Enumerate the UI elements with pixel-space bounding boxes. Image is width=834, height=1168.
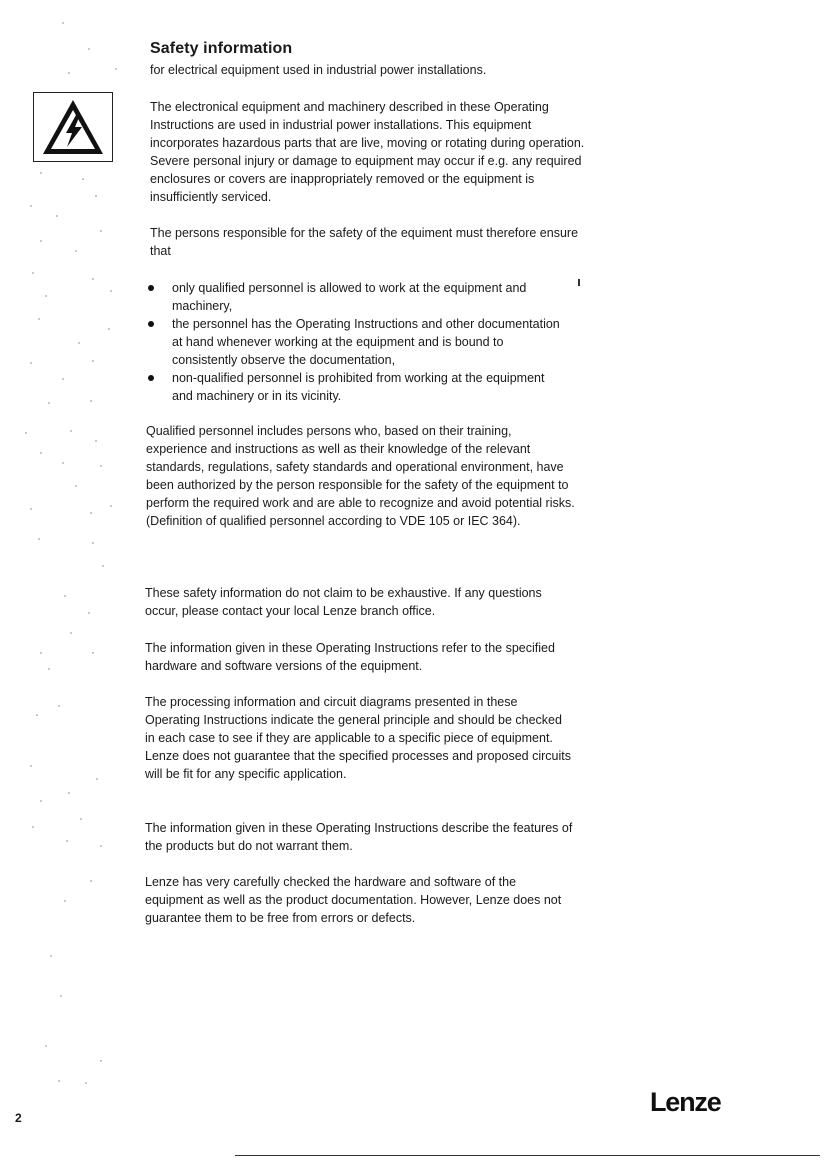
exhaustive-paragraph: These safety information do not claim to be exhaustive. If any questions occur, please contact your local Lenze branch office. <box>145 586 542 618</box>
responsibility-list <box>148 279 568 405</box>
warning-triangle-icon <box>40 97 106 157</box>
lenze-logo: Lenze <box>650 1087 721 1117</box>
page-subtitle: for electrical equipment used in industrial power installations. <box>150 63 487 77</box>
bullet-icon <box>148 375 154 381</box>
processing-paragraph: The processing information and circuit diagrams presented in these Operating Instructions indicate the general principle and should be checked in each case to see if they are applicable to a specific piece of equipment. Lenze does not guarantee that the specified processes and proposed circuits will be fit for any specific application. <box>145 695 571 781</box>
qualified-personnel-paragraph <box>146 422 576 530</box>
list-item <box>148 279 568 315</box>
high-voltage-warning-icon <box>33 92 113 162</box>
definition-note: (Definition of qualified personnel according to VDE 105 or IEC 364). <box>146 514 521 528</box>
checking-paragraph: Lenze has very carefully checked the hardware and software of the equipment as well as the product documentation. However, Lenze does not guarantee them to be free from errors or defects. <box>145 875 562 925</box>
list-item-text: non-qualified personnel is prohibited from working at the equipment and machinery or in its vicinity. <box>172 371 545 403</box>
list-item <box>148 369 568 405</box>
bullet-icon <box>148 321 154 327</box>
page-number: 2 <box>15 1111 22 1125</box>
features-paragraph: The information given in these Operating Instructions describe the features of the products but do not warrant them. <box>145 821 573 853</box>
bullet-icon <box>148 285 154 291</box>
page-title: Safety information <box>150 40 293 57</box>
footer-divider <box>235 1155 820 1156</box>
list-item-text: the personnel has the Operating Instructions and other documentation at hand whenever working at the equipment and is bound to consistently observe the documentation, <box>172 317 560 367</box>
list-item <box>148 315 568 369</box>
qualified-personnel-text: Qualified personnel includes persons who, based on their training, experience and instructions as well as their knowledge of the relevant standards, regulations, safety standards and operational environment, have been authorized by the person responsible for the safety of the equipment to perform the required work and are able to recognize and avoid potential risks. <box>146 424 575 510</box>
versions-paragraph: The information given in these Operating Instructions refer to the specified hardware and software versions of the equipment. <box>145 641 555 673</box>
intro-paragraph: The electronical equipment and machinery described in these Operating Instructions are used in industrial power installations. This equipment incorporates hazardous parts that are live, moving or rotating during operation. Severe personal injury or damage to equipment may occur if e.g. any required enclosures or covers are inappropriately removed or the equipment is insufficiently serviced. <box>150 100 585 204</box>
list-item-text: only qualified personnel is allowed to work at the equipment and machinery, <box>172 281 527 313</box>
margin-mark <box>578 279 580 286</box>
responsibility-paragraph: The persons responsible for the safety of the equiment must therefore ensure that <box>150 226 579 258</box>
